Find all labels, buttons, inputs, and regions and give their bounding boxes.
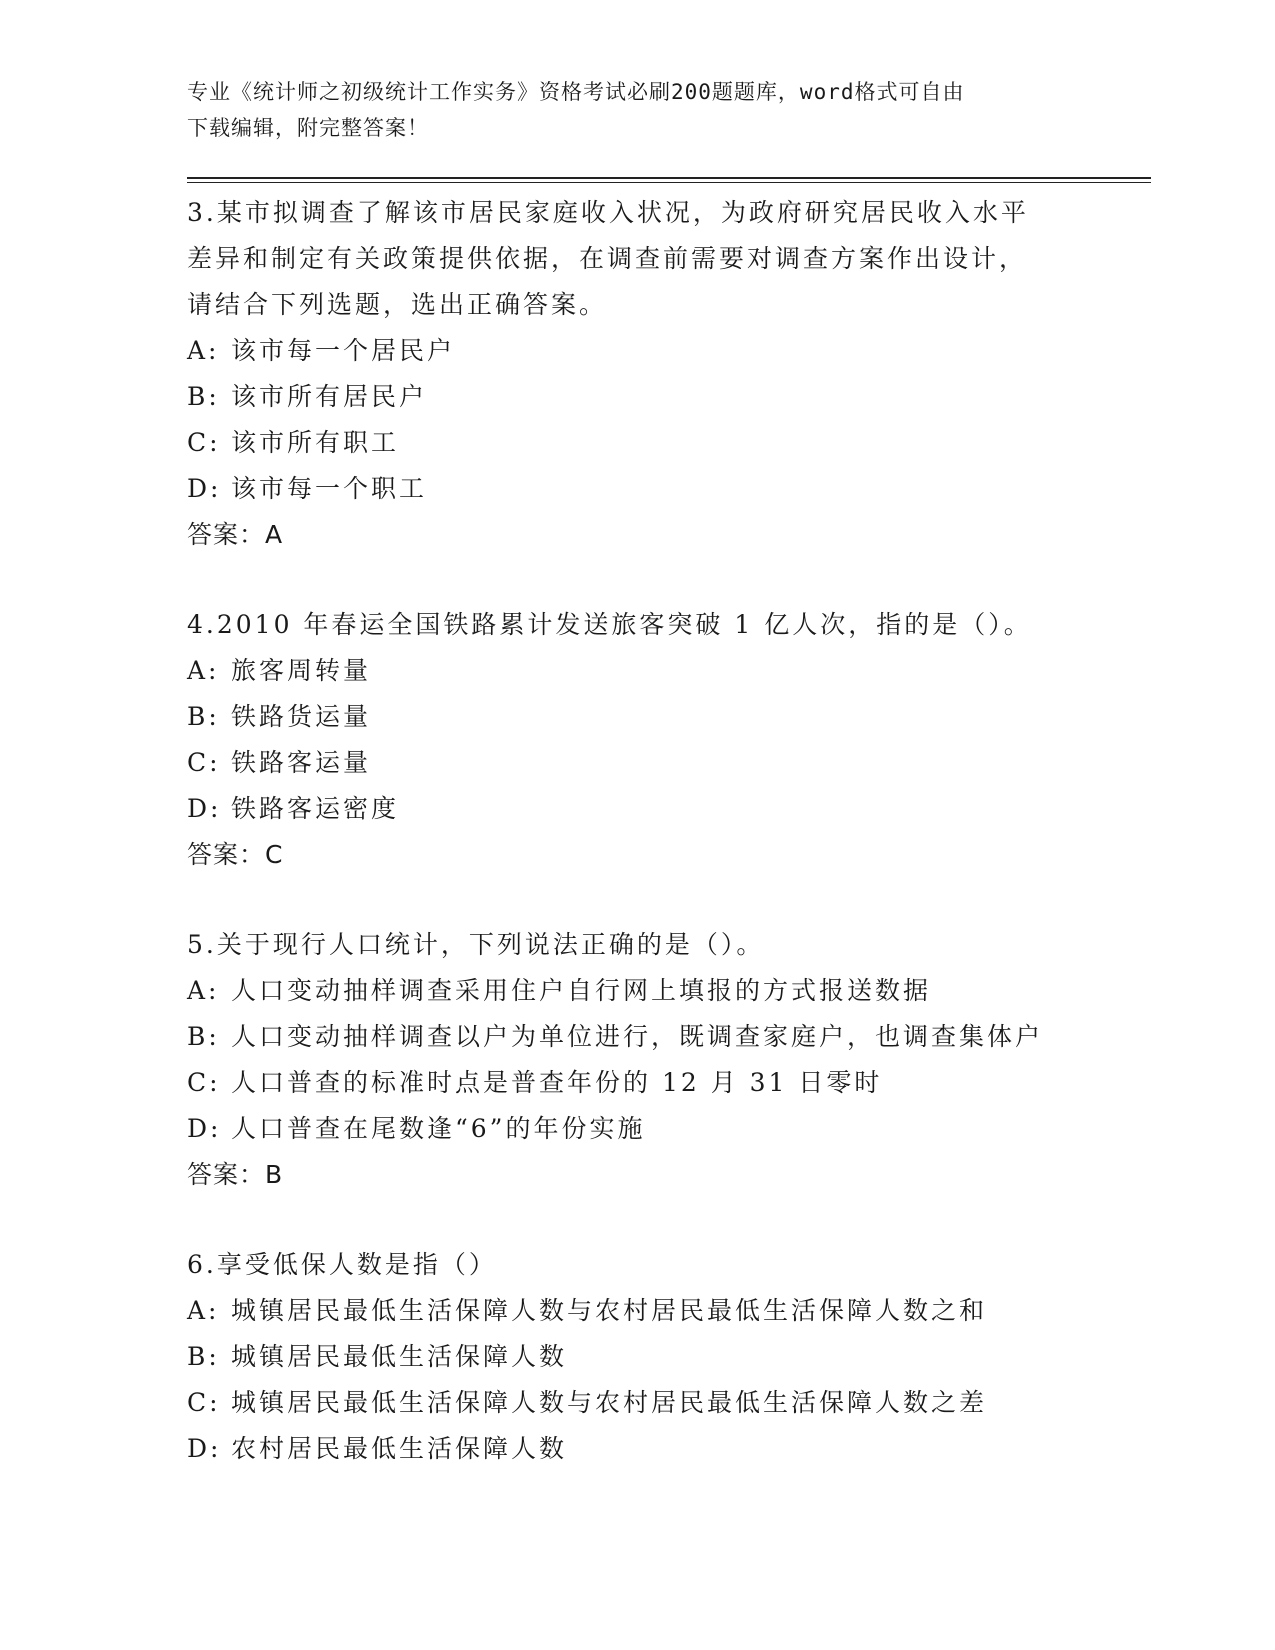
header-divider-thin <box>187 182 1151 183</box>
option-d <box>187 1106 1117 1152</box>
header-divider-thick <box>187 177 1151 179</box>
option-label: D: <box>187 474 222 503</box>
option-text: 人口变动抽样调查以户为单位进行，既调查家庭户，也调查集体户 <box>231 1022 1044 1051</box>
option-c <box>187 1380 1117 1426</box>
question-stem-line: 差异和制定有关政策提供依据，在调查前需要对调查方案作出设计， <box>187 244 1028 273</box>
option-d <box>187 786 1117 832</box>
option-text: 人口普查在尾数逢“6”的年份实施 <box>231 1114 646 1143</box>
option-text: 城镇居民最低生活保障人数与农村居民最低生活保障人数之差 <box>231 1388 988 1417</box>
option-b <box>187 694 1117 740</box>
option-label: A: <box>187 336 220 365</box>
option-label: C: <box>187 1068 221 1097</box>
option-label: B: <box>187 382 220 411</box>
answer-line: 答案：A <box>187 520 284 549</box>
question-stem-line: 3.某市拟调查了解该市居民家庭收入状况，为政府研究居民收入水平 <box>187 198 1029 227</box>
option-text: 人口普查的标准时点是普查年份的 12 月 31 日零时 <box>231 1068 883 1097</box>
option-text: 城镇居民最低生活保障人数与农村居民最低生活保障人数之和 <box>231 1296 988 1325</box>
question-5 <box>187 922 1117 1198</box>
option-label: D: <box>187 1434 222 1463</box>
option-label: A: <box>187 656 220 685</box>
option-label: C: <box>187 1388 221 1417</box>
option-c <box>187 1060 1117 1106</box>
question-stem-line: 请结合下列选题，选出正确答案。 <box>187 290 608 319</box>
option-label: D: <box>187 1114 222 1143</box>
option-b <box>187 1334 1117 1380</box>
answer-line: 答案：C <box>187 840 284 869</box>
option-label: A: <box>187 976 220 1005</box>
option-text: 农村居民最低生活保障人数 <box>231 1434 568 1463</box>
question-3 <box>187 190 1117 558</box>
option-text: 该市每一个职工 <box>231 474 428 503</box>
option-a <box>187 968 1117 1014</box>
option-b <box>187 374 1117 420</box>
answer-line: 答案：B <box>187 1160 284 1189</box>
question-4 <box>187 602 1117 878</box>
option-text: 旅客周转量 <box>231 656 372 685</box>
option-label: B: <box>187 1022 220 1051</box>
option-a <box>187 328 1117 374</box>
option-d <box>187 1426 1117 1472</box>
option-label: B: <box>187 1342 220 1371</box>
spacer <box>187 558 1117 602</box>
option-c <box>187 420 1117 466</box>
option-text: 该市所有职工 <box>231 428 400 457</box>
question-stem <box>187 190 1117 328</box>
question-stem-line: 4.2010 年春运全国铁路累计发送旅客突破 1 亿人次，指的是（）。 <box>187 610 1032 639</box>
option-text: 该市每一个居民户 <box>231 336 456 365</box>
option-text: 铁路客运量 <box>231 748 372 777</box>
spacer <box>187 1198 1117 1242</box>
option-text: 该市所有居民户 <box>231 382 428 411</box>
option-label: B: <box>187 702 220 731</box>
option-label: C: <box>187 748 221 777</box>
header-line-2: 下载编辑，附完整答案！ <box>187 116 429 140</box>
option-text: 城镇居民最低生活保障人数 <box>231 1342 568 1371</box>
question-6 <box>187 1242 1117 1472</box>
option-c <box>187 740 1117 786</box>
question-stem <box>187 922 1117 968</box>
option-label: D: <box>187 794 222 823</box>
option-label: C: <box>187 428 221 457</box>
option-a <box>187 648 1117 694</box>
document-header <box>187 74 1087 146</box>
option-text: 铁路客运密度 <box>231 794 400 823</box>
option-d <box>187 466 1117 512</box>
option-text: 铁路货运量 <box>231 702 372 731</box>
question-stem-line: 6.享受低保人数是指（） <box>187 1250 497 1279</box>
option-a <box>187 1288 1117 1334</box>
question-stem-line: 5.关于现行人口统计，下列说法正确的是（）。 <box>187 930 765 959</box>
question-stem <box>187 1242 1117 1288</box>
spacer <box>187 878 1117 922</box>
question-stem <box>187 602 1117 648</box>
header-line-1: 专业《统计师之初级统计工作实务》资格考试必刷200题题库，word格式可自由 <box>187 80 965 104</box>
option-text: 人口变动抽样调查采用住户自行网上填报的方式报送数据 <box>231 976 932 1005</box>
option-label: A: <box>187 1296 220 1325</box>
question-list <box>187 190 1117 1472</box>
option-b <box>187 1014 1117 1060</box>
